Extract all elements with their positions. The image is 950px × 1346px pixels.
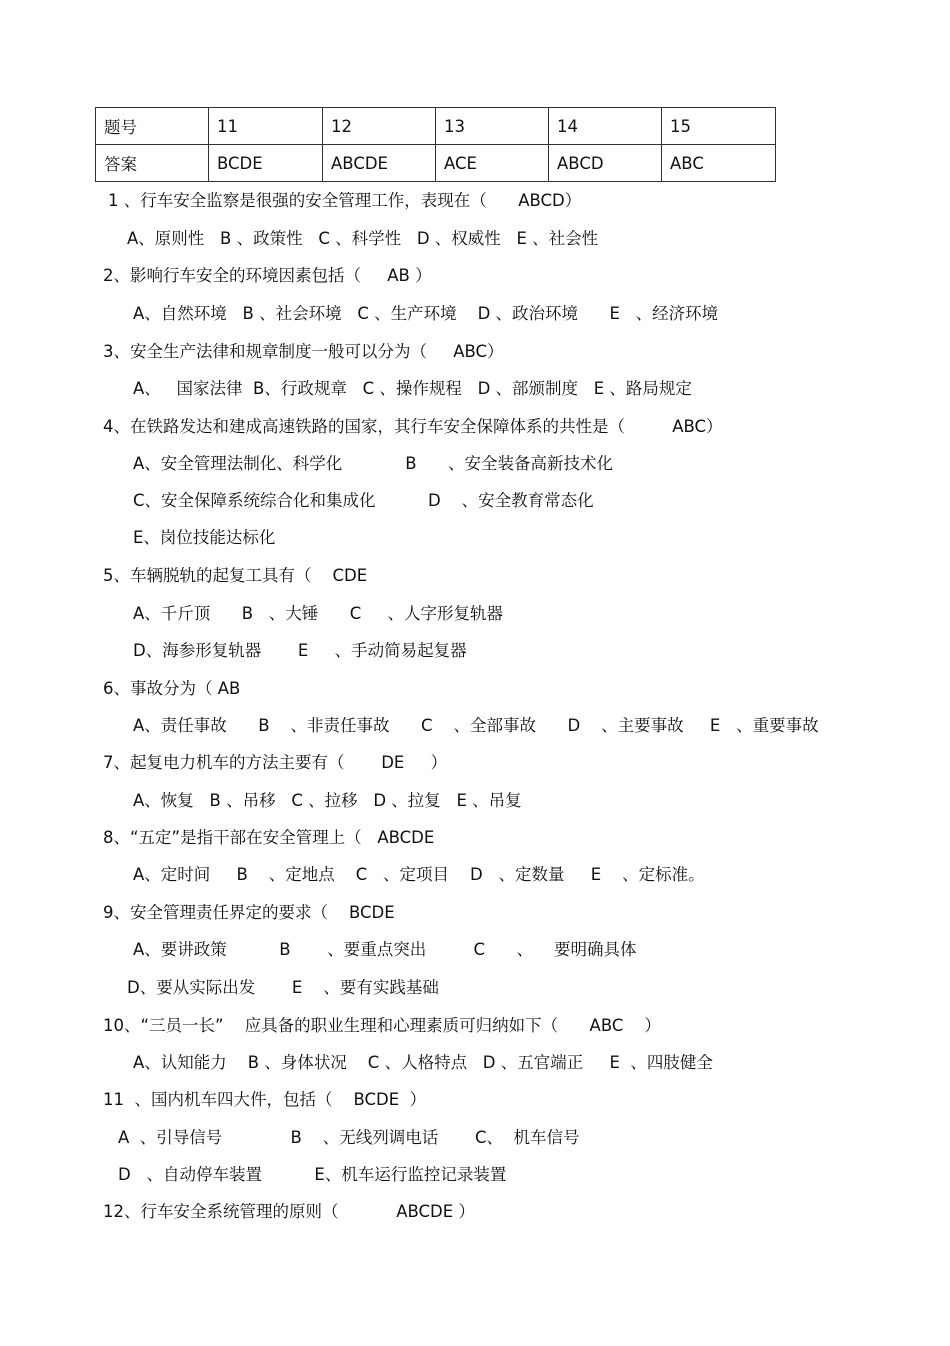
options-line: A 、引导信号 B 、无线列调电话 C、 机车信号 [118, 1128, 580, 1147]
options-line: A、 国家法律 B、行政规章 C 、操作规程 D 、部颁制度 E 、路局规定 [133, 379, 692, 398]
options-line: D、海参形复轨器 E 、手动简易起复器 [133, 641, 467, 660]
question-line: 6、事故分为（ AB [103, 679, 241, 698]
answer-cell: BCDE [209, 145, 323, 182]
options-line: A、安全管理法制化、科学化 B 、安全装备高新技术化 [133, 454, 614, 473]
options-line: A、责任事故 B 、非责任事故 C 、全部事故 D 、主要事故 E 、重要事故 [133, 716, 819, 735]
number-cell: 12 [323, 108, 436, 145]
question-line: 2、影响行车安全的环境因素包括（ AB ） [103, 266, 432, 285]
answer-cell: ABCD [549, 145, 662, 182]
options-line: A、定时间 B 、定地点 C 、定项目 D 、定数量 E 、定标准。 [133, 865, 705, 884]
options-line: C、安全保障系统综合化和集成化 D 、安全教育常态化 [133, 491, 594, 510]
header-label-cell: 题号 [96, 108, 209, 145]
question-line: 7、起复电力机车的方法主要有（ DE ） [103, 753, 448, 772]
answer-table [95, 107, 776, 182]
question-line: 5、车辆脱轨的起复工具有（ CDE [103, 566, 368, 585]
question-line: 4、在铁路发达和建成高速铁路的国家，其行车安全保障体系的共性是（ ABC） [103, 417, 723, 436]
question-line: 12、行车安全系统管理的原则（ ABCDE ） [103, 1202, 475, 1221]
number-cell: 13 [436, 108, 549, 145]
answer-cell: ABCDE [323, 145, 436, 182]
answer-cell: ACE [436, 145, 549, 182]
answer-cell: ABC [662, 145, 776, 182]
answer-label-cell: 答案 [96, 145, 209, 182]
options-line: A、原则性 B 、政策性 C 、科学性 D 、权威性 E 、社会性 [127, 229, 599, 248]
options-line: A、千斤顶 B 、大锤 C 、人字形复轨器 [133, 604, 504, 623]
options-line: D、要从实际出发 E 、要有实践基础 [127, 978, 439, 997]
number-cell: 14 [549, 108, 662, 145]
options-line: A、恢复 B 、吊移 C 、拉移 D 、拉复 E 、吊复 [133, 791, 522, 810]
options-line: E、岗位技能达标化 [133, 528, 276, 547]
question-line: 1 、行车安全监察是很强的安全管理工作，表现在（ ABCD） [108, 191, 582, 210]
options-line: A、自然环境 B 、社会环境 C 、生产环境 D 、政治环境 E 、经济环境 [133, 304, 719, 323]
question-line: 9、安全管理责任界定的要求（ BCDE [103, 903, 395, 922]
number-cell: 11 [209, 108, 323, 145]
question-line: 8、“五定”是指干部在安全管理上（ ABCDE [103, 828, 435, 847]
question-line: 10、“三员一长” 应具备的职业生理和心理素质可归纳如下（ ABC ） [103, 1016, 661, 1035]
options-line: D 、自动停车装置 E、机车运行监控记录装置 [118, 1165, 507, 1184]
number-cell: 15 [662, 108, 776, 145]
options-line: A、要讲政策 B 、要重点突出 C 、 要明确具体 [133, 940, 637, 959]
options-line: A、认知能力 B 、身体状况 C 、人格特点 D 、五官端正 E 、四肢健全 [133, 1053, 713, 1072]
table-row [96, 108, 776, 145]
question-line: 3、安全生产法律和规章制度一般可以分为（ ABC） [103, 342, 504, 361]
table-row [96, 145, 776, 182]
question-line: 11 、国内机车四大件，包括（ BCDE ） [103, 1090, 427, 1109]
